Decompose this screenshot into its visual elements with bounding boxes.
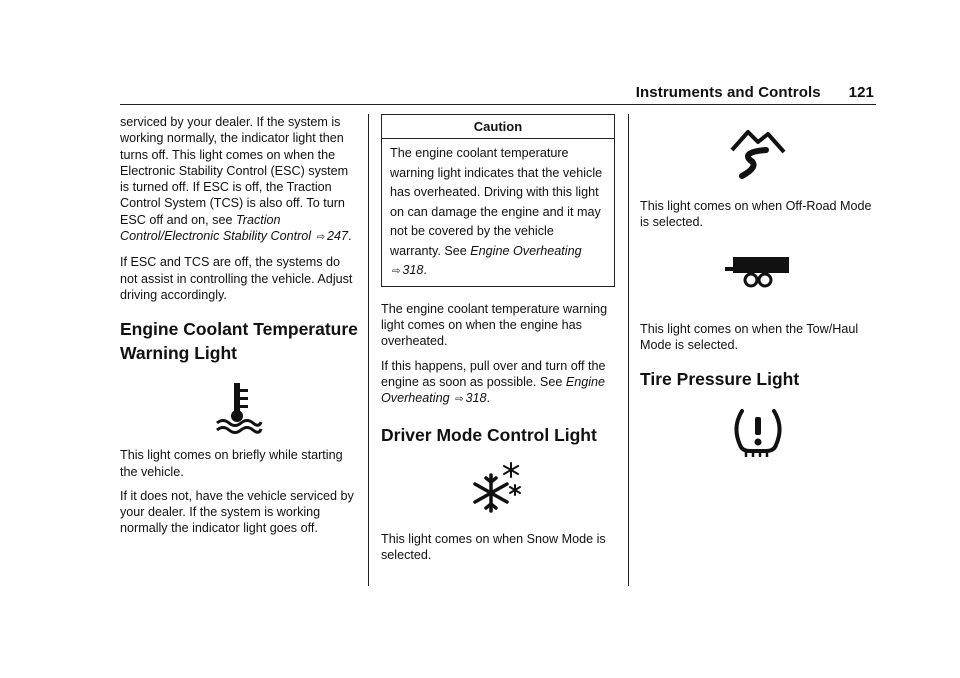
column-3 — [640, 114, 876, 461]
paragraph: If this happens, pull over and turn off the engine as soon as possible. See Engine Overheating ⇨ 318. — [381, 358, 606, 406]
snow-mode-icon — [471, 461, 525, 517]
reference-link[interactable]: Engine Overheating — [381, 374, 606, 406]
reference-page[interactable]: 247 — [326, 229, 348, 244]
caution-box — [381, 114, 615, 287]
page-header — [636, 84, 874, 101]
column-divider — [368, 114, 369, 586]
section-heading: Driver Mode Control Light — [381, 424, 597, 445]
tire-pressure-icon — [728, 405, 788, 461]
paragraph: If it does not, have the vehicle serviced by your dealer. If the system is working normally the indicator light goes off. — [120, 488, 354, 536]
coolant-temperature-icon — [214, 381, 264, 435]
tow-haul-icon — [723, 253, 793, 293]
column-1 — [120, 114, 358, 545]
paragraph: This light comes on when the Tow/Haul Mode is selected. — [640, 321, 859, 352]
reference-link[interactable]: Traction Control/Electronic Stability Control — [120, 212, 312, 244]
column-2 — [381, 114, 615, 571]
paragraph: This light comes on when Off-Road Mode is selected. — [640, 199, 872, 230]
reference-page[interactable]: 318 — [465, 391, 487, 406]
off-road-mode-icon — [728, 124, 788, 180]
header-rule — [120, 104, 876, 105]
section-title: Instruments and Controls — [635, 84, 821, 101]
caution-text: The engine coolant temperature warning light indicates that the vehicle has overheated. Driving with this light on can damage the engine and it may not be covered by the vehicle warranty. See Engine Overheating ⇨ 318. — [390, 146, 603, 278]
page-ref-arrow-icon: ⇨ — [316, 232, 325, 244]
reference-page[interactable]: 318 — [402, 263, 424, 278]
page-ref-arrow-icon: ⇨ — [392, 266, 401, 278]
paragraph: serviced by your dealer. If the system is working normally, the indicator light then turns off. This light comes on when the Electronic Stability Control (ESC) system is turned off. If ESC is off, the Traction Control System (TCS) is also off. To turn ESC off and on, see Traction Control/Electronic Stability Control ⇨ 247. — [120, 115, 352, 244]
reference-link[interactable]: Engine Overheating — [470, 243, 582, 258]
page-ref-arrow-icon: ⇨ — [455, 394, 464, 406]
paragraph: This light comes on when Snow Mode is selected. — [381, 531, 606, 562]
section-heading: Tire Pressure Light — [640, 369, 800, 390]
column-divider — [628, 114, 629, 586]
caution-title: Caution — [382, 115, 614, 139]
page-number: 121 — [848, 84, 874, 101]
paragraph: This light comes on briefly while starting the vehicle. — [120, 448, 343, 479]
paragraph: If ESC and TCS are off, the systems do not assist in controlling the vehicle. Adjust driving accordingly. — [120, 255, 353, 302]
section-heading: Engine Coolant Temperature Warning Light — [120, 319, 358, 364]
paragraph: The engine coolant temperature warning light comes on when the engine has overheated. — [381, 301, 608, 349]
